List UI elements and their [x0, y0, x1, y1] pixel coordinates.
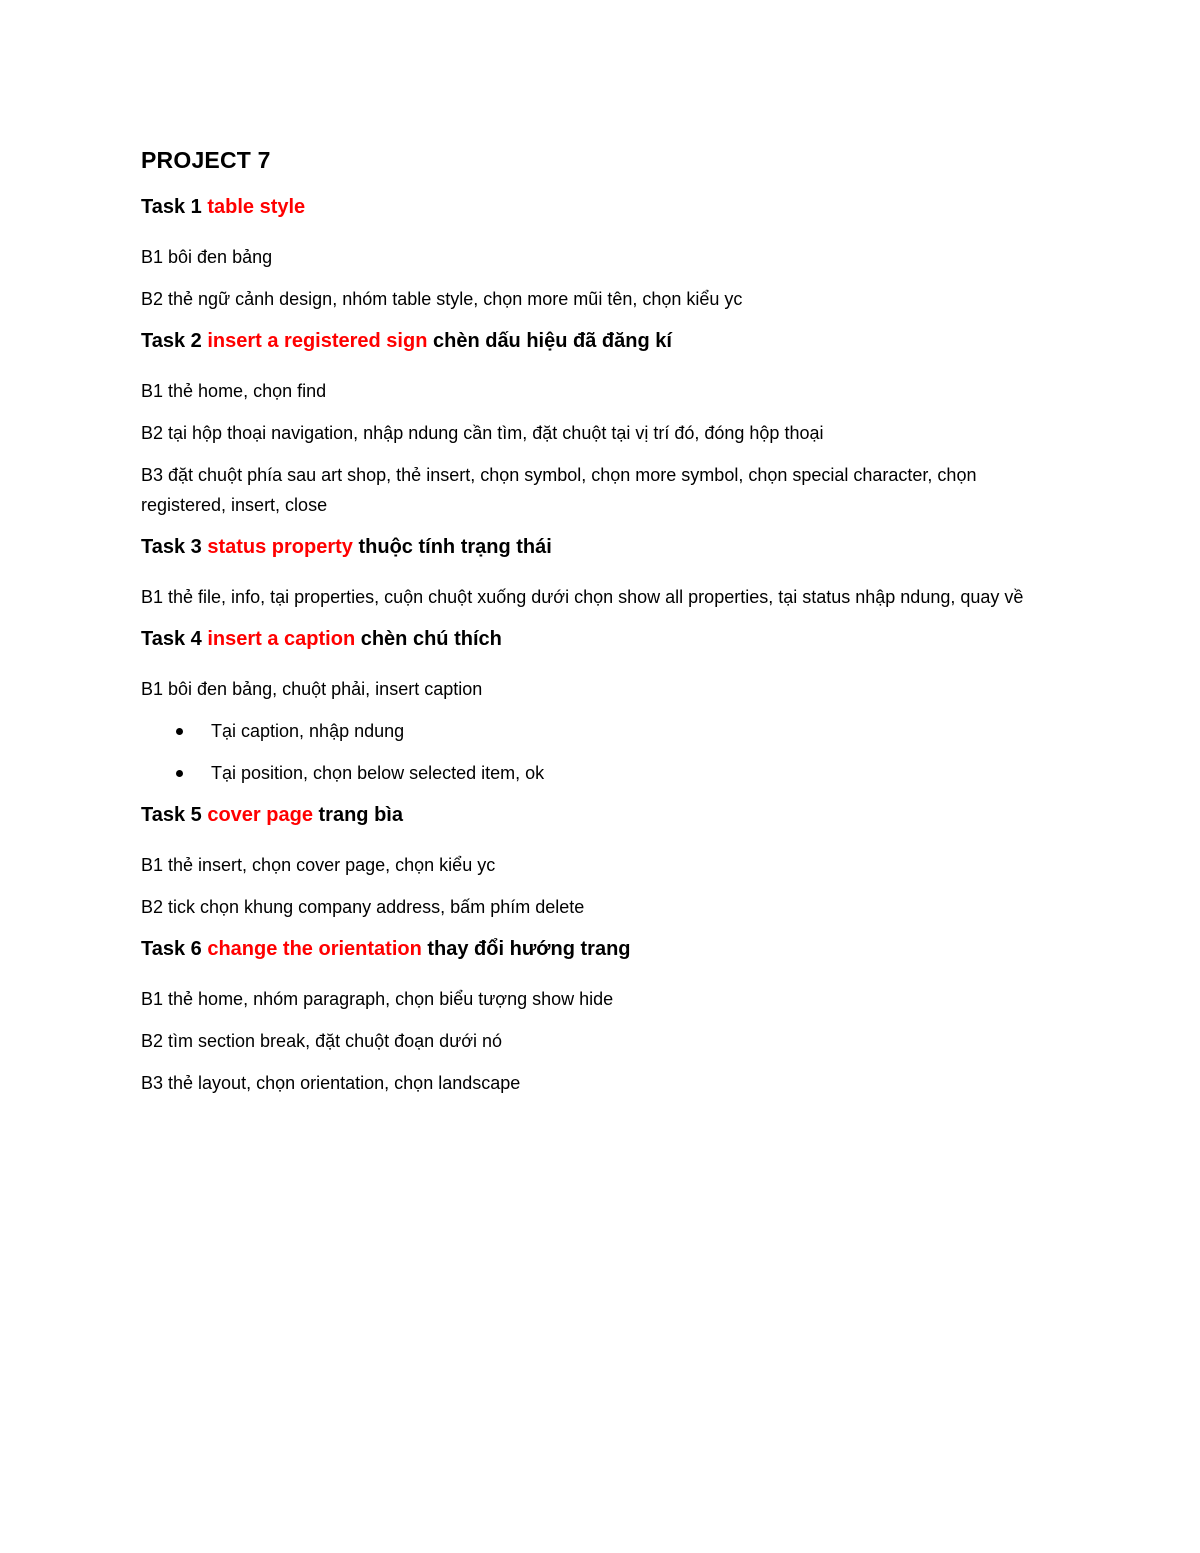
task-2-step-2: B2 tại hộp thoại navigation, nhập ndung cần tìm, đặt chuột tại vị trí đó, đóng hộp thoại	[141, 423, 824, 443]
task-highlight: insert a caption	[207, 628, 356, 650]
task-highlight: status property	[207, 536, 353, 558]
task-6-step-3: B3 thẻ layout, chọn orientation, chọn landscape	[141, 1073, 521, 1093]
task-5-step-2: B2 tick chọn khung company address, bấm phím delete	[141, 897, 585, 917]
task-heading-3	[141, 532, 1041, 562]
task-label: Task 2	[141, 330, 202, 352]
task-translation: chèn dấu hiệu đã đăng kí	[432, 330, 672, 352]
task-label: Task 3	[141, 536, 202, 558]
task-heading-1	[141, 192, 1041, 222]
list-item	[141, 758, 1041, 788]
task-3-step-1: B1 thẻ file, info, tại properties, cuộn chuột xuống dưới chọn show all properties, tại status nhập ndung, quay về	[141, 587, 1024, 607]
task-2-step-1: B1 thẻ home, chọn find	[141, 381, 327, 401]
task-translation: thay đổi hướng trang	[427, 938, 631, 960]
task-label: Task 1	[141, 196, 202, 218]
bullet-icon	[176, 728, 183, 735]
task-1-step-1: B1 bôi đen bảng	[141, 247, 273, 267]
task-highlight: cover page	[207, 804, 313, 826]
list-item	[141, 716, 1041, 746]
task-label: Task 6	[141, 938, 202, 960]
task-heading-5	[141, 800, 1041, 830]
task-highlight: insert a registered sign	[207, 330, 428, 352]
task-heading-6	[141, 934, 1041, 964]
document-title: PROJECT 7	[141, 147, 271, 173]
task-translation: chèn chú thích	[360, 628, 502, 650]
task-4-step-1: B1 bôi đen bảng, chuột phải, insert caption	[141, 679, 483, 699]
task-1-step-2: B2 thẻ ngữ cảnh design, nhóm table style, chọn more mũi tên, chọn kiểu yc	[141, 289, 743, 309]
task-highlight: table style	[207, 196, 306, 218]
task-label: Task 5	[141, 804, 202, 826]
bullet-text: Tại caption, nhập ndung	[211, 721, 405, 741]
task-6-step-1: B1 thẻ home, nhóm paragraph, chọn biểu tượng show hide	[141, 989, 614, 1009]
task-heading-2	[141, 326, 1041, 356]
task-translation: trang bìa	[318, 804, 403, 826]
task-4-bullet-list	[141, 716, 1041, 788]
bullet-icon	[176, 770, 183, 777]
task-highlight: change the orientation	[207, 938, 422, 960]
task-6-step-2: B2 tìm section break, đặt chuột đoạn dưới nó	[141, 1031, 503, 1051]
task-5-step-1: B1 thẻ insert, chọn cover page, chọn kiểu yc	[141, 855, 496, 875]
task-translation: thuộc tính trạng thái	[358, 536, 552, 558]
bullet-text: Tại position, chọn below selected item, ok	[211, 763, 545, 783]
task-label: Task 4	[141, 628, 202, 650]
document-page	[141, 140, 1041, 1110]
task-2-step-3: B3 đặt chuột phía sau art shop, thẻ insert, chọn symbol, chọn more symbol, chọn special character, chọn registered, insert, close	[141, 465, 977, 515]
task-heading-4	[141, 624, 1041, 654]
